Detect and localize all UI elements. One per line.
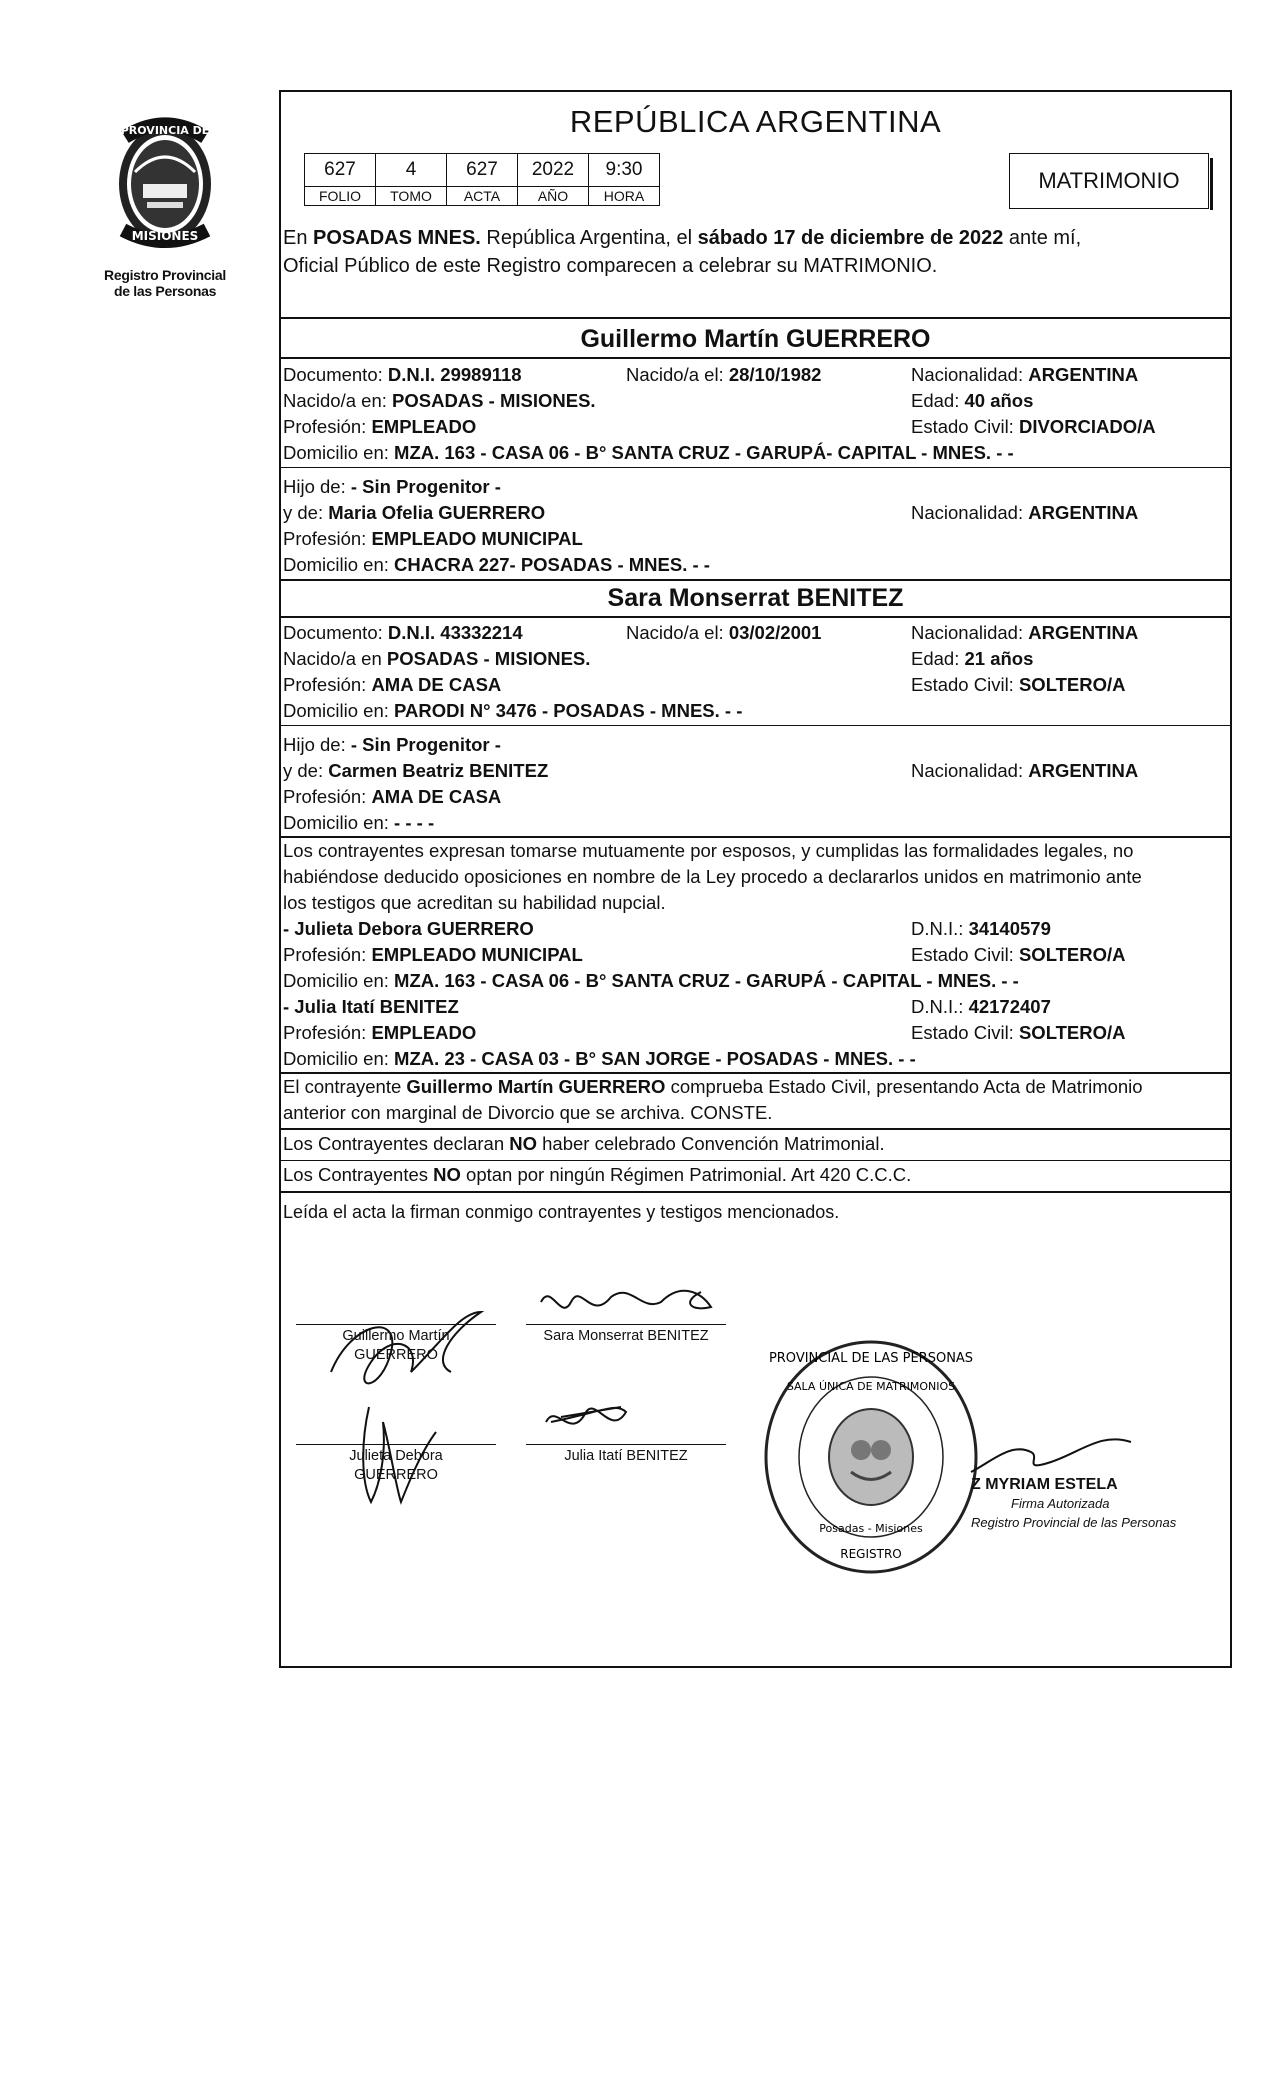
witness-2-address [283,1048,916,1070]
field-label: Profesión: [283,416,372,437]
field-value: EMPLEADO [371,1022,477,1043]
field-label: Profesión: [283,674,372,695]
closing-text: Leída el acta la firman conmigo contrayentes y testigos mencionados. [283,1202,840,1222]
divider [281,1191,1230,1193]
province-seal-icon [95,112,235,262]
declaration-line: los testigos que acreditan su habilidad nupcial. [283,892,666,913]
field-label: Estado Civil: [911,944,1019,965]
field-label: Domicilio en: [283,442,395,463]
field-value: CHACRA 227- POSADAS - MNES. - - [394,554,710,575]
field-label: Domicilio en: [283,1048,395,1069]
field-label: Domicilio en: [283,970,395,991]
intro-text: ante mí, [1003,227,1082,249]
folio-value: 627 [305,154,376,187]
field-value: SOLTERO/A [1018,944,1126,965]
bride-nationality [911,622,1138,644]
divider [281,836,1230,838]
registry-logo [90,112,240,299]
groom-parent-profession [283,528,583,550]
bride-address [283,700,742,722]
field-label: Profesión: [283,944,372,965]
act-type: MATRIMONIO [1038,168,1180,193]
field-value: POSADAS - MISIONES. [392,390,596,411]
field-label: Estado Civil: [911,416,1019,437]
divider [281,467,1230,468]
bride-age [911,648,1033,670]
witness-1-signature-name [296,1447,496,1485]
groom-parent-address [283,554,710,576]
intro-paragraph [283,224,1230,280]
divider [281,725,1230,726]
convention-text: optan por ningún Régimen Patrimonial. Art 420 C.C.C. [460,1164,912,1185]
field-label: y de: [283,760,329,781]
convention-text: Los Contrayentes declaran [283,1133,510,1154]
official-name: Z MYRIAM ESTELA [971,1476,1118,1493]
field-label: Profesión: [283,1022,372,1043]
field-label: Hijo de: [283,734,351,755]
acta-value: 627 [447,154,518,187]
field-label: Nacido/a en: [283,390,393,411]
convention-line-1 [283,1133,885,1155]
hour-label: HORA [589,187,660,206]
intro-text: En [283,227,308,249]
field-label: Nacido/a el: [626,364,729,385]
groom-name: Guillermo Martín GUERRERO [580,325,931,353]
stamp-text-3: Posadas - Misiones [819,1522,923,1535]
field-value: POSADAS - MISIONES. [386,648,591,669]
bride-parent-address [283,812,434,834]
logo-label-2: de las Personas [113,283,217,299]
field-value: EMPLEADO MUNICIPAL [371,944,583,965]
official-stamp-icon [756,1332,986,1582]
divider [281,1072,1230,1074]
field-value: 21 años [964,648,1034,669]
divider [281,1128,1230,1130]
bride-signature-name: Sara Monserrat BENITEZ [543,1328,709,1344]
bride-signature-icon [541,1291,711,1309]
field-value: EMPLEADO [371,416,477,437]
field-label: D.N.I.: [911,918,969,939]
intro-line-2: Oficial Público de este Registro comparecen a celebrar su MATRIMONIO. [283,255,938,277]
field-value: 28/10/1982 [728,364,822,385]
field-value: MZA. 163 - CASA 06 - B° SANTA CRUZ - GARUPÁ- CAPITAL - MNES. - - [394,442,1014,463]
seal-bottom-text: MISIONES [131,229,199,243]
official-office: Registro Provincial de las Personas [971,1515,1177,1530]
field-value: SOLTERO/A [1018,674,1126,695]
field-value: AMA DE CASA [371,786,502,807]
field-value: - - - - [394,812,435,833]
witness-2-profession [283,1022,476,1044]
witness-1-signature-line [296,1444,496,1445]
convention-line-2 [283,1164,911,1186]
hour-value: 9:30 [589,154,660,187]
convention-text: haber celebrado Convención Matrimonial. [537,1133,885,1154]
logo-label-1: Registro Provincial [104,267,226,283]
field-value: AMA DE CASA [371,674,502,695]
witness-2-name [283,996,459,1018]
field-label: D.N.I.: [911,996,969,1017]
field-value: - Sin Progenitor - [350,734,501,755]
convention-text: Los Contrayentes [283,1164,434,1185]
year-label: AÑO [518,187,589,206]
field-label: Estado Civil: [911,1022,1019,1043]
groom-civil-status [911,416,1156,438]
bride-parent-nationality [911,760,1138,782]
note-name: Guillermo Martín GUERRERO [406,1076,666,1097]
tomo-label: TOMO [376,187,447,206]
bride-birthplace [283,648,590,670]
groom-signature-line [296,1324,496,1325]
bride-signature-line [526,1324,726,1325]
field-value: - Julia Itatí BENITEZ [283,996,459,1017]
witness-1-civil-status [911,944,1126,966]
divider [281,616,1230,618]
field-value: MZA. 23 - CASA 03 - B° SAN JORGE - POSADAS - MNES. - - [394,1048,916,1069]
stamp-text-1: PROVINCIAL DE LAS PERSONAS [768,1351,974,1366]
civil-status-note [283,1076,1143,1098]
field-value: - Julieta Debora GUERRERO [283,918,534,939]
groom-birthplace [283,390,596,412]
signature-name-line: Julieta Debora [349,1448,443,1464]
field-label: Domicilio en: [283,700,395,721]
intro-date: sábado 17 de diciembre de 2022 [697,227,1004,249]
field-value: 42172407 [968,996,1051,1017]
field-value: D.N.I. 43332214 [387,622,523,643]
declaration-line: Los contrayentes expresan tomarse mutuamente por esposos, y cumplidas las formalidades legales, no [283,840,1134,861]
field-value: EMPLEADO MUNICIPAL [371,528,583,549]
field-label: Profesión: [283,528,372,549]
intro-text: República Argentina, el [480,227,698,249]
field-label: Edad: [911,648,965,669]
field-label: Domicilio en: [283,554,395,575]
acta-label: ACTA [447,187,518,206]
field-label: y de: [283,502,329,523]
tomo-value: 4 [376,154,447,187]
groom-signature-name [296,1327,496,1365]
witness-2-signature-icon [546,1407,626,1424]
groom-address [283,442,1014,464]
bride-parent-2 [283,760,548,782]
witness-2-signature-line [526,1444,726,1445]
witness-1-profession [283,944,583,966]
field-value: ARGENTINA [1028,502,1139,523]
intro-city: POSADAS MNES. [313,227,481,249]
marriage-certificate-form [279,90,1232,1668]
groom-parent-2 [283,502,545,524]
official-role: Firma Autorizada [1011,1496,1110,1511]
field-label: Profesión: [283,786,372,807]
field-value: ARGENTINA [1028,760,1139,781]
witness-2-dni [911,996,1051,1018]
declaration-line: habiéndose deducido oposiciones en nombre de la Ley procedo a declararlos unidos en matrimonio ante [283,866,1142,887]
field-value: ARGENTINA [1028,364,1139,385]
bride-civil-status [911,674,1126,696]
witness-1-address [283,970,1019,992]
field-value: D.N.I. 29989118 [387,364,522,385]
stamp-text-4: REGISTRO [840,1547,902,1561]
page-title: REPÚBLICA ARGENTINA [569,104,942,139]
civil-status-note-2: anterior con marginal de Divorcio que se archiva. CONSTE. [283,1102,773,1123]
convention-bold: NO [433,1164,461,1185]
field-value: 03/02/2001 [728,622,822,643]
groom-document [283,364,522,386]
field-value: SOLTERO/A [1018,1022,1126,1043]
field-label: Documento: [283,364,388,385]
record-numbers-table [304,153,660,206]
bride-parent-profession [283,786,501,808]
groom-nationality [911,364,1138,386]
field-label: Nacionalidad: [911,622,1029,643]
field-value: - Sin Progenitor - [350,476,501,497]
bride-parent-1 [283,734,501,756]
bride-name: Sara Monserrat BENITEZ [607,584,904,612]
divider [281,1160,1230,1161]
bride-profession [283,674,501,696]
groom-age [911,390,1033,412]
stamp-text-2: SALA ÚNICA DE MATRIMONIOS [786,1380,956,1393]
field-value: 34140579 [968,918,1051,939]
divider [281,579,1230,581]
witness-1-name [283,918,534,940]
act-type-box [1009,153,1209,209]
field-label: Hijo de: [283,476,351,497]
groom-profession [283,416,476,438]
field-value: PARODI N° 3476 - POSADAS - MNES. - - [394,700,743,721]
note-text: comprueba Estado Civil, presentando Acta de Matrimonio [665,1076,1143,1097]
divider [281,317,1230,319]
field-label: Nacionalidad: [911,364,1029,385]
seal-top-text: PROVINCIA DE [120,124,210,137]
bride-document [283,622,523,644]
signatures-right [531,1272,761,1472]
note-text: El contrayente [283,1076,407,1097]
groom-parent-1 [283,476,501,498]
field-label: Nacido/a el: [626,622,729,643]
field-value: Carmen Beatriz BENITEZ [328,760,549,781]
field-label: Estado Civil: [911,674,1019,695]
bride-birthdate [626,622,821,644]
convention-bold: NO [509,1133,537,1154]
folio-label: FOLIO [305,187,376,206]
field-label: Domicilio en: [283,812,395,833]
field-value: DIVORCIADO/A [1018,416,1156,437]
witness-1-dni [911,918,1051,940]
field-label: Nacido/a en [283,648,387,669]
field-label: Nacionalidad: [911,502,1029,523]
signature-name-line: GUERRERO [354,1467,438,1483]
field-label: Nacionalidad: [911,760,1029,781]
witness-2-signature-name: Julia Itatí BENITEZ [564,1448,688,1464]
field-value: MZA. 163 - CASA 06 - B° SANTA CRUZ - GARUPÁ - CAPITAL - MNES. - - [394,970,1019,991]
field-label: Documento: [283,622,388,643]
year-value: 2022 [518,154,589,187]
field-value: 40 años [964,390,1034,411]
signature-name-line: Guillermo Martín [342,1328,450,1344]
official-block [971,1475,1176,1532]
groom-birthdate [626,364,821,386]
field-value: ARGENTINA [1028,622,1139,643]
signature-name-line: GUERRERO [354,1347,438,1363]
witness-2-civil-status [911,1022,1126,1044]
divider [281,357,1230,359]
field-value: Maria Ofelia GUERRERO [328,502,546,523]
field-label: Edad: [911,390,965,411]
groom-parent-nationality [911,502,1138,524]
